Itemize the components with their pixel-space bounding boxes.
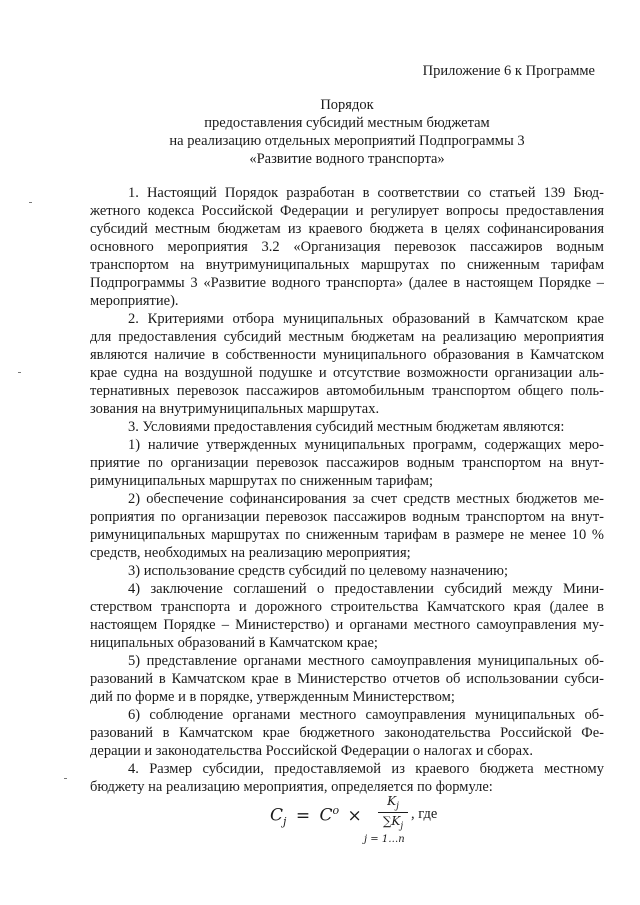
paragraph-3 xyxy=(90,418,604,436)
formula-fraction xyxy=(378,794,408,832)
scan-mark xyxy=(64,778,67,779)
text-line: стерством транспорта и дорожного строительства Камчатского края (далее в xyxy=(90,599,604,615)
text-line: 6) соблюдение органами местного самоуправления муниципальных об- xyxy=(128,707,604,723)
formula-main xyxy=(270,804,362,828)
text-line: крае судна на воздушной подушке и отсутствие возможности организации аль- xyxy=(90,365,604,381)
text-line: дий по форме и в порядке, утвержденным Министерством; xyxy=(90,689,455,705)
condition-item-5 xyxy=(90,652,604,706)
formula-base-sup: o xyxy=(332,804,340,817)
text-line: разований в Камчатском крае бюджетного законодательства Российской Фе- xyxy=(90,725,604,741)
text-line: 3) использование средств субсидий по целевому назначению; xyxy=(128,563,509,579)
condition-item-3 xyxy=(90,562,604,580)
title-line: на реализацию отдельных мероприятий Подпрограммы 3 xyxy=(169,133,525,149)
text-line: тернативных перевозок пассажиров автомобильным транспортом общего поль- xyxy=(90,383,604,399)
text-line: 4. Размер субсидии, предоставляемой из краевого бюджета местному xyxy=(128,761,604,777)
text-line: средств, необходимых на реализацию мероприятия; xyxy=(90,545,411,561)
document-title xyxy=(90,96,604,168)
numerator-sub: j xyxy=(396,801,399,812)
condition-item-1 xyxy=(90,436,604,490)
denominator-symbol: ∑K xyxy=(382,814,401,829)
text-line: 3. Условиями предоставления субсидий местным бюджетам являются: xyxy=(128,419,565,435)
text-line: 4) заключение соглашений о предоставлении субсидий между Мини- xyxy=(128,581,604,597)
text-line: жетного кодекса Российской Федерации и регулирует вопросы предоставления xyxy=(90,203,604,219)
scan-mark xyxy=(18,372,21,373)
text-line: римуниципальных маршрутах по сниженным тарифам в размере не менее 10 % xyxy=(90,527,604,543)
subsidy-formula xyxy=(270,790,470,850)
text-line: основного мероприятия 3.2 «Организация перевозок пассажиров водным xyxy=(90,239,604,255)
scan-mark xyxy=(29,202,32,203)
formula-numerator xyxy=(378,794,408,813)
text-line: римуниципальных маршрутах по сниженным тарифам; xyxy=(90,473,433,489)
denominator-sub: j xyxy=(400,821,404,832)
formula-lhs: C xyxy=(270,805,284,826)
text-line: 5) представление органами местного самоуправления муниципальных об- xyxy=(128,653,604,669)
text-line: для предоставления субсидий местным бюджетам на реализацию мероприятия xyxy=(90,329,604,345)
formula-tail: , где xyxy=(411,806,438,822)
title-line: предоставления субсидий местным бюджетам xyxy=(204,115,490,131)
text-line: 2) обеспечение софинансирования за счет средств местных бюджетов ме- xyxy=(128,491,604,507)
text-line: разований в Камчатском крае в Министерство отчетов об использовании субси- xyxy=(90,671,604,687)
title-line: Порядок xyxy=(320,97,374,113)
formula-denominator xyxy=(378,813,408,831)
condition-item-6 xyxy=(90,706,604,760)
text-line: ниципальных образований в Камчатском крае; xyxy=(90,635,378,651)
text-line: приятие по организации перевозок пассажиров водным транспортом на внут- xyxy=(90,455,604,471)
appendix-label: Приложение 6 к Программе xyxy=(422,63,595,79)
document-body xyxy=(90,184,604,796)
formula-equals: = xyxy=(295,805,311,826)
text-line: являются наличие в собственности муниципального образования в Камчатском xyxy=(90,347,604,363)
text-line: дерации и законодательства Российской Федерации о налогах и сборах. xyxy=(90,743,533,759)
formula-lhs-sub: j xyxy=(283,815,287,829)
text-line: мероприятие). xyxy=(90,293,179,309)
text-line: роприятия по организации перевозок пассажиров водным транспортом на внут- xyxy=(90,509,604,525)
text-line: настоящем Порядке – Министерство) и органами местного самоуправления му- xyxy=(90,617,604,633)
paragraph-1 xyxy=(90,184,604,310)
condition-item-4 xyxy=(90,580,604,652)
text-line: Подпрограммы 3 «Развитие водного транспорта» (далее в настоящем Порядке – xyxy=(90,275,604,291)
numerator-symbol: K xyxy=(387,794,397,808)
text-line: субсидий местным бюджетам из краевого бюджета в целях софинансирования xyxy=(90,221,604,237)
formula-range: j = 1…n xyxy=(364,834,405,845)
title-line: «Развитие водного транспорта» xyxy=(249,151,445,167)
text-line: зования на внутримуниципальных маршрутах. xyxy=(90,401,380,417)
text-line: 1. Настоящий Порядок разработан в соответствии со статьей 139 Бюд- xyxy=(128,185,604,201)
paragraph-2 xyxy=(90,310,604,418)
text-line: 1) наличие утвержденных муниципальных программ, содержащих меро- xyxy=(128,437,604,453)
condition-item-2 xyxy=(90,490,604,562)
text-line: транспортом на внутримуниципальных маршрутах по сниженным тарифам xyxy=(90,257,604,273)
formula-times: × xyxy=(347,805,362,826)
formula-base: C xyxy=(319,805,333,826)
text-line: 2. Критериями отбора муниципальных образований в Камчатском крае xyxy=(128,311,604,327)
text-line: бюджету на реализацию мероприятия, определяется по формуле: xyxy=(90,779,493,795)
